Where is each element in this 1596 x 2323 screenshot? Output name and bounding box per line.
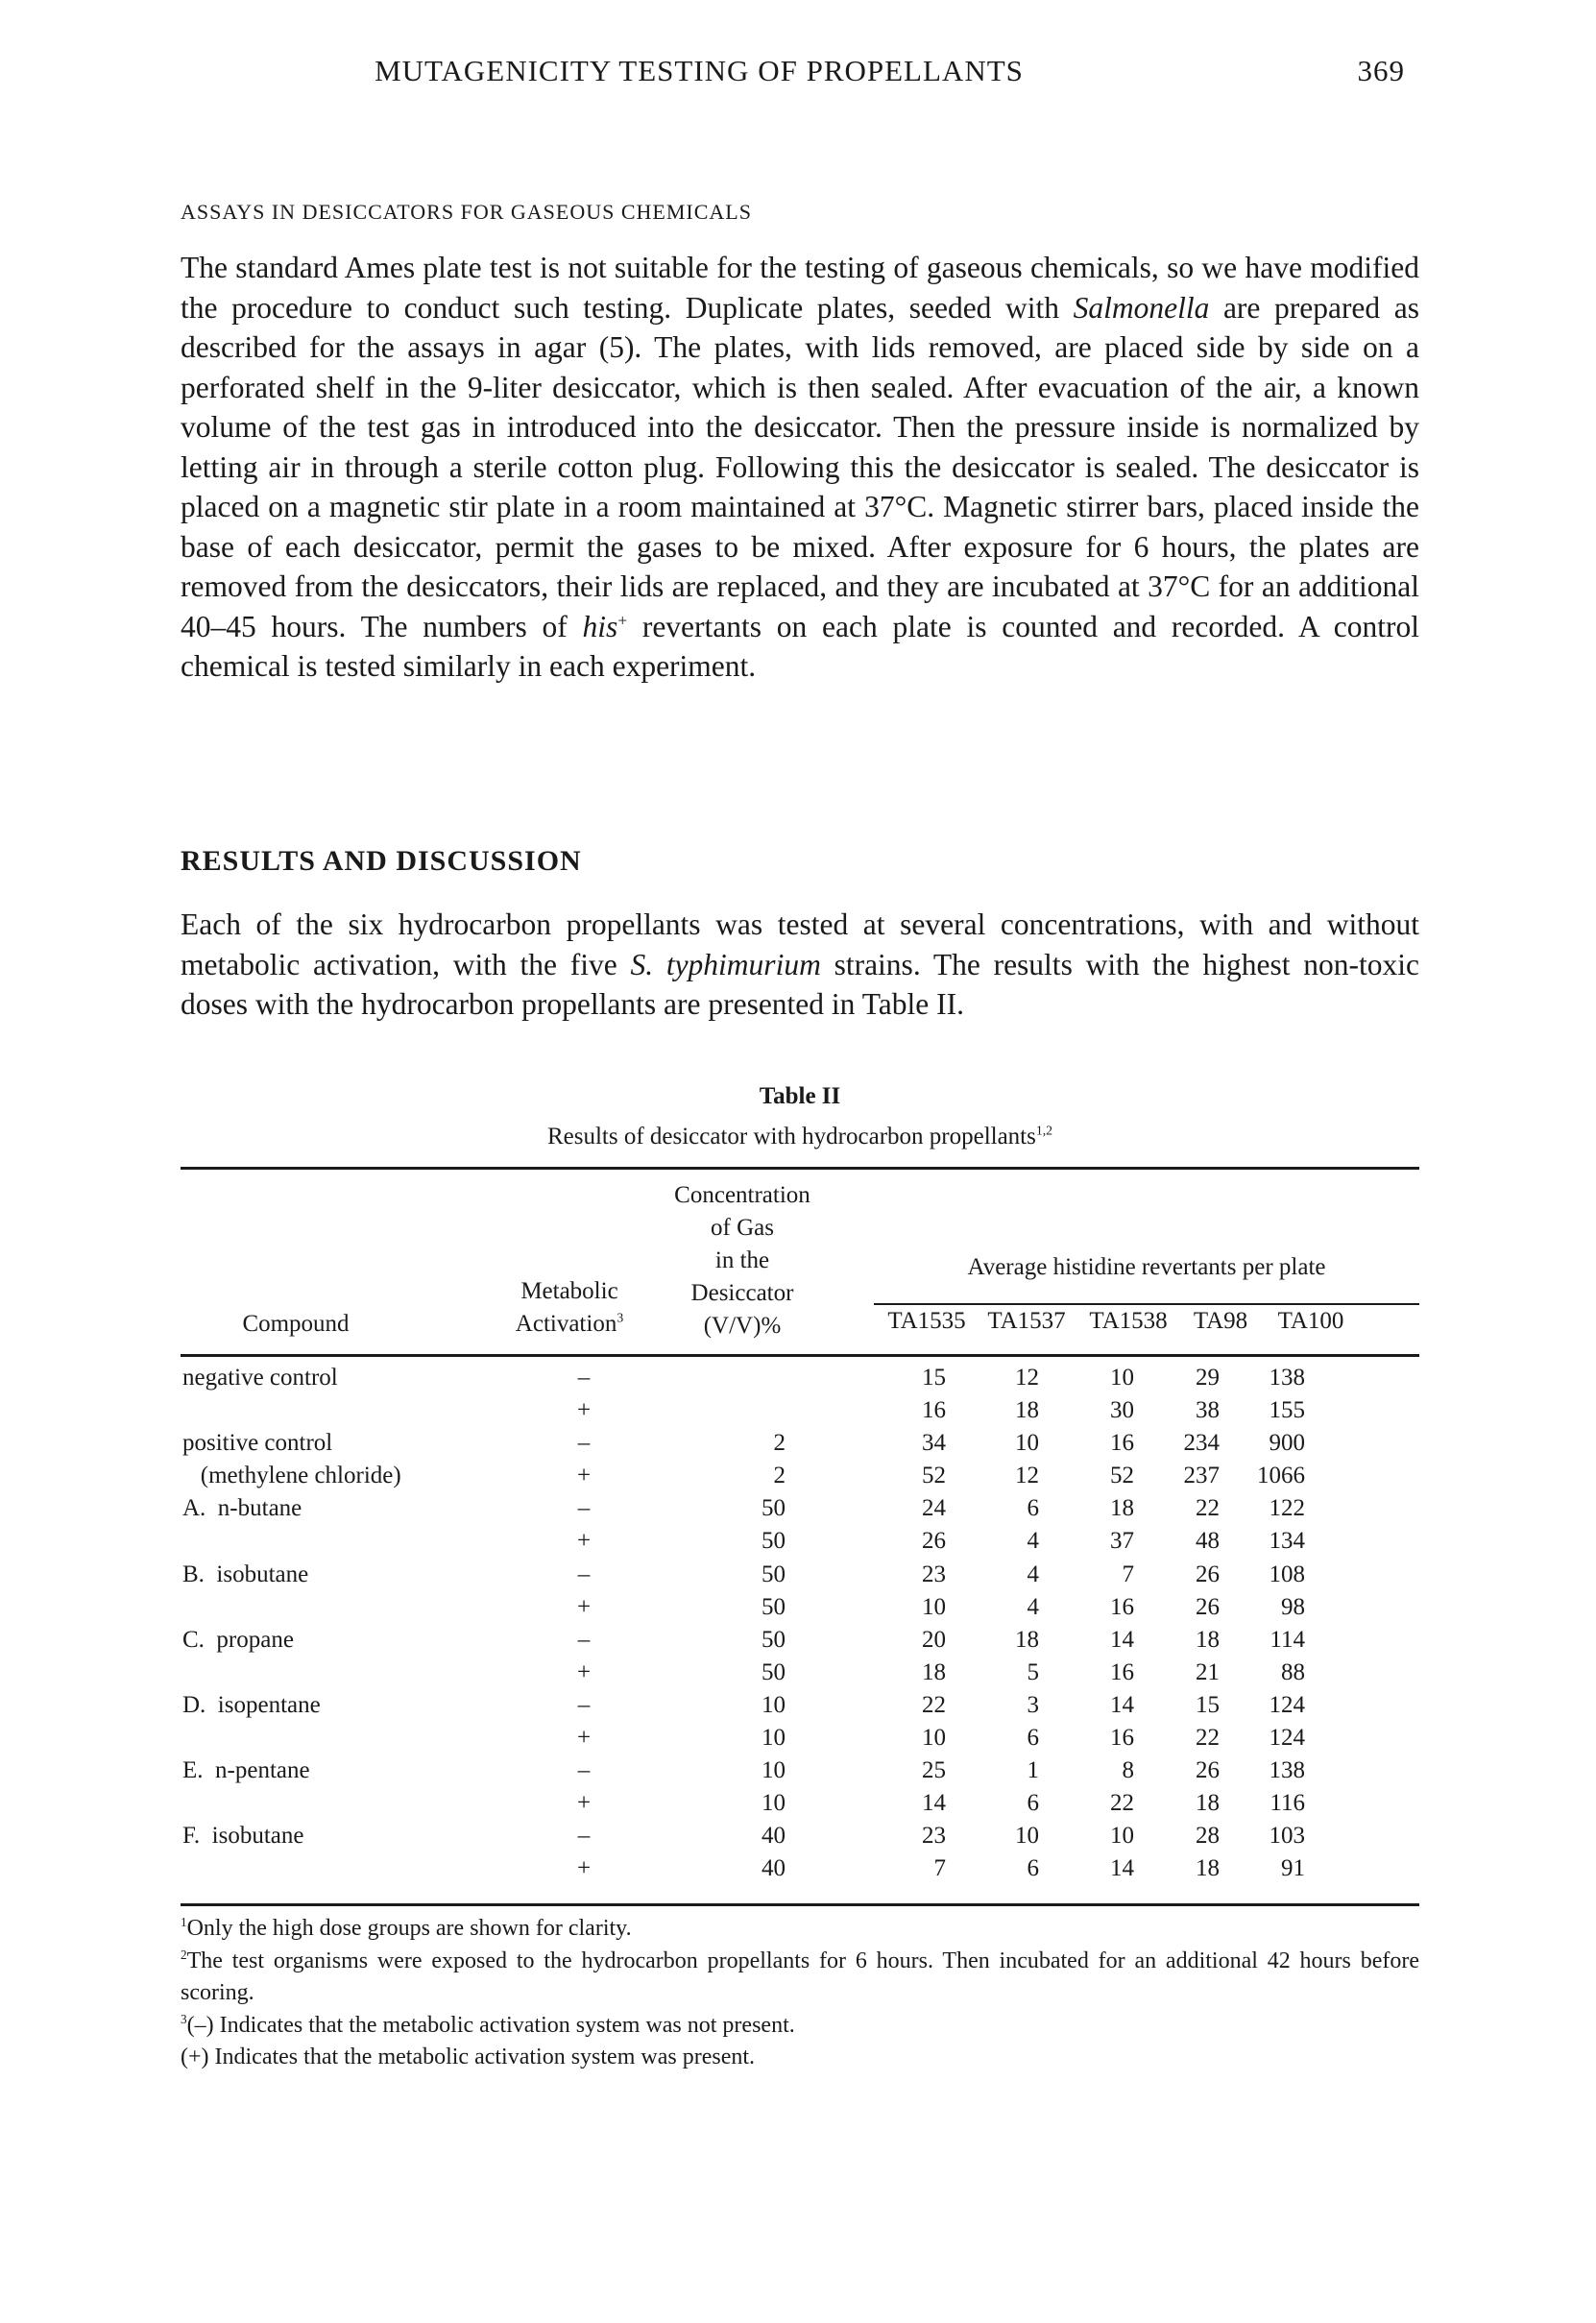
- cell-revertants: 10: [1110, 1365, 1134, 1391]
- cell-revertants: 138: [1269, 1757, 1305, 1784]
- cell-concentration: 50: [762, 1626, 786, 1653]
- cell-revertants: 234: [1183, 1430, 1220, 1457]
- header-compound: Compound: [242, 1311, 350, 1337]
- header-line: [497, 1308, 641, 1341]
- cell-revertants: 14: [1110, 1691, 1134, 1718]
- table-row: [181, 1820, 1419, 1852]
- cell-revertants: 22: [1196, 1725, 1220, 1752]
- cell-revertants: 22: [1110, 1790, 1134, 1817]
- page-number: 369: [1357, 54, 1405, 87]
- cell-revertants: 6: [1027, 1725, 1039, 1752]
- cell-revertants: 48: [1196, 1528, 1220, 1555]
- cell-metabolic-activation: +: [576, 1528, 592, 1555]
- cell-revertants: 6: [1027, 1855, 1039, 1882]
- header-metabolic-activation: [497, 1275, 641, 1341]
- table-title: Table II: [759, 1083, 841, 1109]
- cell-revertants: 37: [1110, 1528, 1134, 1555]
- cell-revertants: 15: [1196, 1691, 1220, 1718]
- header-line: in the: [714, 1247, 770, 1273]
- cell-concentration: 2: [773, 1463, 786, 1489]
- table-row: [181, 1722, 1419, 1754]
- cell-concentration: 10: [762, 1691, 786, 1718]
- section-heading-assays: ASSAYS IN DESICCATORS FOR GASEOUS CHEMICALS: [181, 200, 752, 224]
- cell-revertants: 124: [1269, 1725, 1305, 1752]
- cell-compound: D. isopentane: [182, 1691, 321, 1718]
- cell-compound: F. isobutane: [182, 1823, 304, 1850]
- cell-compound: positive control: [182, 1430, 333, 1457]
- footnote-text: The test organisms were exposed to the hydrocarbon propellants for 6 hours. Then incubated for an additional 42 hours before scoring.: [181, 1948, 1419, 2005]
- section-heading-results: RESULTS AND DISCUSSION: [181, 845, 582, 877]
- text-span: strains. The results with the highest non-toxic doses with the hydrocarbon propellants are presented in Table II.: [181, 947, 1419, 1021]
- table-footnotes: [181, 1913, 1419, 2074]
- header-strain: TA1537: [987, 1308, 1066, 1334]
- table-row: [181, 1657, 1419, 1689]
- header-strain: TA98: [1193, 1308, 1248, 1334]
- text-span: are prepared as described for the assays in agar (5). The plates, with lids removed, are placed side by side on a perforated shelf in the 9-liter desiccator, which is then sealed. After evacuation of the air, a known volume of the test gas in introduced into the desiccator. Then the pressure inside is normalized by letting air in through a sterile cotton plug. Following this the desiccator is sealed. The desiccator is placed on a magnetic stir plate in a room maintained at 37°C. Magnetic stirrer bars, placed inside the base of each desiccator, permit the gases to be mixed. After exposure for 6 hours, the plates are removed from the desiccators, their lids are replaced, and they are incubated at 37°C for an additional 40–45 hours. The numbers of: [181, 290, 1419, 643]
- cell-revertants: 16: [1110, 1593, 1134, 1620]
- cell-revertants: 98: [1281, 1593, 1305, 1620]
- header-strain: TA1535: [887, 1308, 966, 1334]
- cell-concentration: 50: [762, 1561, 786, 1587]
- table-row: [181, 1492, 1419, 1525]
- cell-revertants: 5: [1027, 1658, 1039, 1685]
- cell-revertants: 18: [1196, 1790, 1220, 1817]
- table-subtitle-text: Results of desiccator with hydrocarbon propellants: [546, 1124, 1036, 1149]
- cell-revertants: 10: [1015, 1823, 1039, 1850]
- cell-revertants: 52: [1110, 1463, 1134, 1489]
- cell-revertants: 22: [922, 1691, 946, 1718]
- cell-revertants: 103: [1269, 1823, 1305, 1850]
- cell-revertants: 20: [922, 1626, 946, 1653]
- table-top-rule: [181, 1167, 1419, 1170]
- cell-revertants: 18: [922, 1658, 946, 1685]
- cell-revertants: 122: [1269, 1495, 1305, 1522]
- cell-compound: C. propane: [182, 1626, 294, 1653]
- cell-revertants: 4: [1027, 1561, 1039, 1587]
- footnote: [181, 1946, 1419, 2010]
- footnote-text: (–) Indicates that the metabolic activation system was not present.: [186, 2012, 795, 2038]
- cell-revertants: 18: [1015, 1397, 1039, 1424]
- table-row: [181, 1460, 1419, 1492]
- header-line: Metabolic: [520, 1278, 618, 1304]
- header-strain: TA100: [1277, 1308, 1344, 1334]
- cell-revertants: 8: [1122, 1757, 1134, 1784]
- cell-metabolic-activation: –: [577, 1365, 591, 1391]
- cell-concentration: 40: [762, 1823, 786, 1850]
- results-paragraph: [181, 905, 1419, 1025]
- cell-revertants: 10: [922, 1725, 946, 1752]
- footnote-text: (+) Indicates that the metabolic activation system was present.: [181, 2045, 756, 2069]
- gene-name: his: [582, 609, 618, 643]
- cell-concentration: 10: [762, 1725, 786, 1752]
- cell-revertants: 30: [1110, 1397, 1134, 1424]
- cell-revertants: 108: [1269, 1561, 1305, 1587]
- cell-revertants: 138: [1269, 1365, 1305, 1391]
- footnote-ref: 1,2: [1035, 1123, 1053, 1138]
- cell-concentration: 2: [773, 1430, 786, 1457]
- cell-revertants: 155: [1269, 1397, 1305, 1424]
- organism-name: S. typhimurium: [630, 947, 821, 981]
- text-span: The standard Ames plate test is not suitable for the testing of gaseous chemicals, so we have modified the procedure to conduct such testing. Duplicate plates, seeded with: [181, 251, 1419, 325]
- cell-metabolic-activation: +: [576, 1725, 592, 1752]
- cell-compound: (methylene chloride): [182, 1463, 401, 1489]
- cell-revertants: 91: [1281, 1855, 1305, 1882]
- running-head: [181, 54, 1419, 92]
- footnote: [181, 2042, 1419, 2074]
- cell-metabolic-activation: +: [576, 1593, 592, 1620]
- table-row: [181, 1427, 1419, 1460]
- cell-revertants: 16: [1110, 1725, 1134, 1752]
- cell-revertants: 6: [1027, 1790, 1039, 1817]
- footnote: [181, 2010, 1419, 2043]
- cell-revertants: 34: [922, 1430, 946, 1457]
- footnote-mark: 1: [181, 1915, 187, 1929]
- cell-revertants: 237: [1183, 1463, 1220, 1489]
- cell-revertants: 10: [922, 1593, 946, 1620]
- header-spanner: Average histidine revertants per plate: [967, 1254, 1326, 1280]
- cell-revertants: 26: [1196, 1757, 1220, 1784]
- cell-revertants: 3: [1027, 1691, 1039, 1718]
- cell-revertants: 26: [1196, 1593, 1220, 1620]
- footnote: [181, 1913, 1419, 1946]
- cell-revertants: 10: [1110, 1823, 1134, 1850]
- table-row: [181, 1852, 1419, 1885]
- cell-revertants: 25: [922, 1757, 946, 1784]
- organism-name: Salmonella: [1073, 290, 1210, 325]
- cell-concentration: 10: [762, 1790, 786, 1817]
- cell-revertants: 16: [922, 1397, 946, 1424]
- cell-revertants: 7: [1122, 1561, 1134, 1587]
- cell-revertants: 10: [1015, 1430, 1039, 1457]
- cell-revertants: 114: [1270, 1626, 1305, 1653]
- cell-metabolic-activation: –: [577, 1495, 591, 1522]
- cell-revertants: 38: [1196, 1397, 1220, 1424]
- cell-revertants: 23: [922, 1561, 946, 1587]
- table-row: [181, 1624, 1419, 1657]
- cell-concentration: 50: [762, 1528, 786, 1555]
- cell-concentration: 50: [762, 1495, 786, 1522]
- cell-revertants: 15: [922, 1365, 946, 1391]
- table-row: [181, 1787, 1419, 1820]
- header-line: (V/V)%: [703, 1313, 782, 1339]
- cell-revertants: 12: [1015, 1365, 1039, 1391]
- cell-revertants: 12: [1015, 1463, 1039, 1489]
- table-row: [181, 1394, 1419, 1427]
- cell-revertants: 14: [922, 1790, 946, 1817]
- text-span: revertants on each plate is counted and recorded. A control chemical is tested similarly in each experiment.: [181, 609, 1419, 683]
- footnote-mark: 3: [181, 2011, 187, 2026]
- cell-metabolic-activation: –: [577, 1561, 591, 1587]
- cell-revertants: 88: [1281, 1658, 1305, 1685]
- cell-concentration: 10: [762, 1757, 786, 1784]
- cell-metabolic-activation: +: [576, 1463, 592, 1489]
- cell-metabolic-activation: –: [577, 1626, 591, 1653]
- table-header-rule: [181, 1354, 1419, 1357]
- cell-metabolic-activation: –: [577, 1823, 591, 1850]
- cell-concentration: 50: [762, 1658, 786, 1685]
- gene-superscript: +: [617, 611, 628, 629]
- header-line: Concentration: [674, 1182, 810, 1208]
- cell-revertants: 1066: [1257, 1463, 1305, 1489]
- table-row: [181, 1591, 1419, 1624]
- cell-revertants: 28: [1196, 1823, 1220, 1850]
- cell-revertants: 26: [1196, 1561, 1220, 1587]
- spanner-rule: [874, 1303, 1419, 1305]
- cell-revertants: 21: [1196, 1658, 1220, 1685]
- cell-revertants: 900: [1269, 1430, 1305, 1457]
- cell-compound: B. isobutane: [182, 1561, 309, 1587]
- cell-metabolic-activation: +: [576, 1397, 592, 1424]
- cell-revertants: 26: [922, 1528, 946, 1555]
- table-body: [181, 1362, 1419, 1886]
- cell-revertants: 14: [1110, 1855, 1134, 1882]
- cell-compound: negative control: [182, 1365, 338, 1391]
- cell-revertants: 18: [1196, 1626, 1220, 1653]
- cell-revertants: 29: [1196, 1365, 1220, 1391]
- table-bottom-rule: [181, 1903, 1419, 1906]
- cell-revertants: 18: [1015, 1626, 1039, 1653]
- table-row: [181, 1362, 1419, 1394]
- cell-revertants: 6: [1027, 1495, 1039, 1522]
- cell-compound: A. n-butane: [182, 1495, 302, 1522]
- footnote-ref: 3: [617, 1310, 624, 1325]
- cell-revertants: 16: [1110, 1658, 1134, 1685]
- cell-revertants: 4: [1027, 1593, 1039, 1620]
- cell-metabolic-activation: +: [576, 1855, 592, 1882]
- cell-metabolic-activation: –: [577, 1757, 591, 1784]
- cell-revertants: 16: [1110, 1430, 1134, 1457]
- header-text: Activation: [515, 1311, 617, 1337]
- cell-metabolic-activation: +: [576, 1658, 592, 1685]
- cell-revertants: 116: [1270, 1790, 1305, 1817]
- cell-revertants: 52: [922, 1463, 946, 1489]
- cell-revertants: 24: [922, 1495, 946, 1522]
- text-span: Each of the six hydrocarbon propellants was tested at several concentrations, with and without metabolic activation, with the five: [181, 907, 1419, 981]
- cell-revertants: 134: [1269, 1528, 1305, 1555]
- table-subtitle: [181, 1124, 1419, 1150]
- cell-revertants: 124: [1269, 1691, 1305, 1718]
- cell-revertants: 4: [1027, 1528, 1039, 1555]
- assays-paragraph: [181, 248, 1419, 687]
- cell-revertants: 18: [1110, 1495, 1134, 1522]
- cell-metabolic-activation: +: [576, 1790, 592, 1817]
- cell-revertants: 7: [933, 1855, 946, 1882]
- cell-concentration: 40: [762, 1855, 786, 1882]
- table-row: [181, 1754, 1419, 1787]
- cell-compound: E. n-pentane: [182, 1757, 310, 1784]
- footnote-mark: 2: [181, 1947, 187, 1962]
- cell-concentration: 50: [762, 1593, 786, 1620]
- cell-revertants: 18: [1196, 1855, 1220, 1882]
- cell-metabolic-activation: –: [577, 1430, 591, 1457]
- cell-revertants: 14: [1110, 1626, 1134, 1653]
- header-line: Desiccator: [690, 1280, 794, 1306]
- cell-revertants: 1: [1027, 1757, 1039, 1784]
- cell-metabolic-activation: –: [577, 1691, 591, 1718]
- header-line: of Gas: [711, 1215, 774, 1241]
- footnote-text: Only the high dose groups are shown for clarity.: [186, 1916, 632, 1941]
- table-row: [181, 1525, 1419, 1558]
- cell-revertants: 22: [1196, 1495, 1220, 1522]
- table-row: [181, 1689, 1419, 1722]
- header-concentration: [656, 1179, 829, 1343]
- running-title: MUTAGENICITY TESTING OF PROPELLANTS: [375, 54, 1024, 87]
- header-strain: TA1538: [1089, 1308, 1168, 1334]
- table-row: [181, 1559, 1419, 1591]
- cell-revertants: 23: [922, 1823, 946, 1850]
